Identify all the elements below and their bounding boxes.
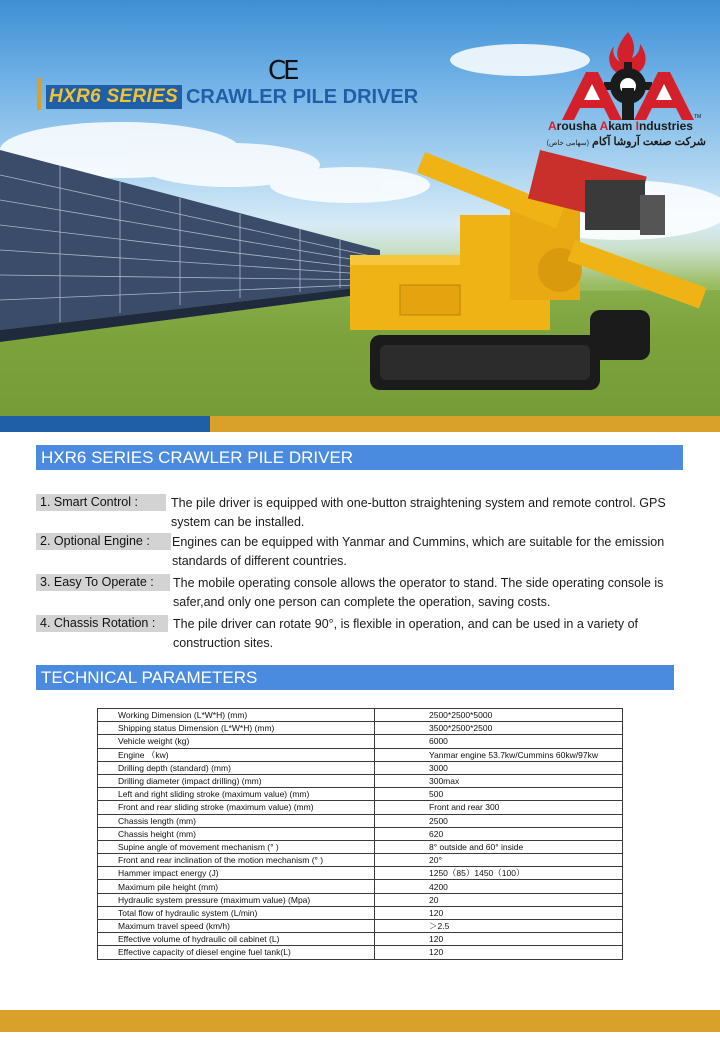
parameter-value: 8° outside and 60° inside [375,840,623,853]
parameter-name: Hammer impact energy (J) [98,867,375,880]
table-row [98,946,623,959]
table-row [98,709,623,722]
feature-tag: 4. Chassis Rotation : [36,615,168,632]
table-row [98,788,623,801]
parameter-name: Drilling depth (standard) (mm) [98,761,375,774]
parameter-name: Front and rear sliding stroke (maximum value) (mm) [98,801,375,814]
table-row [98,735,623,748]
table-row [98,867,623,880]
feature-description: The pile driver can rotate 90°, is flexible in operation, and can be used in a variety of construction sites. [173,617,638,650]
title-product-label: CRAWLER PILE DRIVER [185,85,419,108]
table-row [98,880,623,893]
parameter-name: Vehicle weight (kg) [98,735,375,748]
feature-tag: 3. Easy To Operate : [36,574,170,591]
parameter-value: 20 [375,893,623,906]
parameter-name: Maximum pile height (mm) [98,880,375,893]
hero-banner [0,0,720,432]
parameter-value: 2500 [375,814,623,827]
parameter-value: 3000 [375,761,623,774]
parameter-value: 120 [375,946,623,959]
hero-accent-bar-blue [0,416,210,432]
parameter-name: Front and rear inclination of the motion mechanism (° ) [98,854,375,867]
logo-brand-persian: شرکت صنعت آروشا آکام (سهامی خاص) [546,136,706,148]
table-row [98,774,623,787]
table-row [98,933,623,946]
table-row [98,801,623,814]
table-row [98,854,623,867]
parameter-value: 620 [375,827,623,840]
table-row [98,814,623,827]
table-row [98,722,623,735]
table-row [98,920,623,933]
logo-tm: TM [694,114,702,120]
parameter-value: 3500*2500*2500 [375,722,623,735]
parameter-value: 6000 [375,735,623,748]
parameter-value: 20° [375,854,623,867]
parameter-name: Effective capacity of diesel engine fuel tank(L) [98,946,375,959]
logo-brand-english: Arousha Akam Industries [548,119,693,133]
footer-accent-bar [0,1010,720,1032]
parameter-name: Shipping status Dimension (L*W*H) (mm) [98,722,375,735]
parameter-name: Maximum travel speed (km/h) [98,920,375,933]
parameter-value: 500 [375,788,623,801]
feature-tag: 2. Optional Engine : [36,533,171,550]
parameter-value: 1250（85）1450（100） [375,867,623,880]
parameter-value: 120 [375,906,623,919]
parameter-value: 2500*2500*5000 [375,709,623,722]
feature-description: The mobile operating console allows the operator to stand. The side operating console is safer,and only one person can complete the operation, saving costs. [173,576,664,609]
parameter-value: 120 [375,933,623,946]
feature-tag: 1. Smart Control : [36,494,166,511]
parameter-name: Left and right sliding stroke (maximum value) (mm) [98,788,375,801]
table-row [98,906,623,919]
ce-mark: CE [268,56,297,86]
parameter-name: Chassis height (mm) [98,827,375,840]
title-accent-mark [37,78,41,110]
section-title-technical-parameters: TECHNICAL PARAMETERS [36,665,674,690]
parameter-value: 300max [375,774,623,787]
technical-parameters-table [97,708,623,960]
table-row [98,748,623,761]
parameter-name: Total flow of hydraulic system (L/min) [98,906,375,919]
parameter-name: Effective volume of hydraulic oil cabinet (L) [98,933,375,946]
feature-description: The pile driver is equipped with one-button straightening system and remote control. GPS system can be installed. [171,496,666,529]
table-row [98,827,623,840]
parameter-value: 4200 [375,880,623,893]
feature-description: Engines can be equipped with Yanmar and Cummins, which are suitable for the emission standards of different countries. [172,535,665,568]
page-title [46,85,418,109]
parameter-name: Working Dimension (L*W*H) (mm) [98,709,375,722]
parameter-value: Front and rear 300 [375,801,623,814]
parameter-name: Chassis length (mm) [98,814,375,827]
table-row [98,840,623,853]
parameter-name: Drilling diameter (impact drilling) (mm) [98,774,375,787]
parameter-name: Engine （kw) [98,748,375,761]
parameter-name: Hydraulic system pressure (maximum value) (Mpa) [98,893,375,906]
parameter-name: Supine angle of movement mechanism (° ) [98,840,375,853]
section-title-product: HXR6 SERIES CRAWLER PILE DRIVER [36,445,683,470]
table-row [98,761,623,774]
parameter-value: ＞2.5 [375,920,623,933]
title-series-label: HXR6 SERIES [46,85,182,109]
parameter-value: Yanmar engine 53.7kw/Cummins 60kw/97kw [375,748,623,761]
table-row [98,893,623,906]
hero-accent-bar-gold [210,416,720,432]
